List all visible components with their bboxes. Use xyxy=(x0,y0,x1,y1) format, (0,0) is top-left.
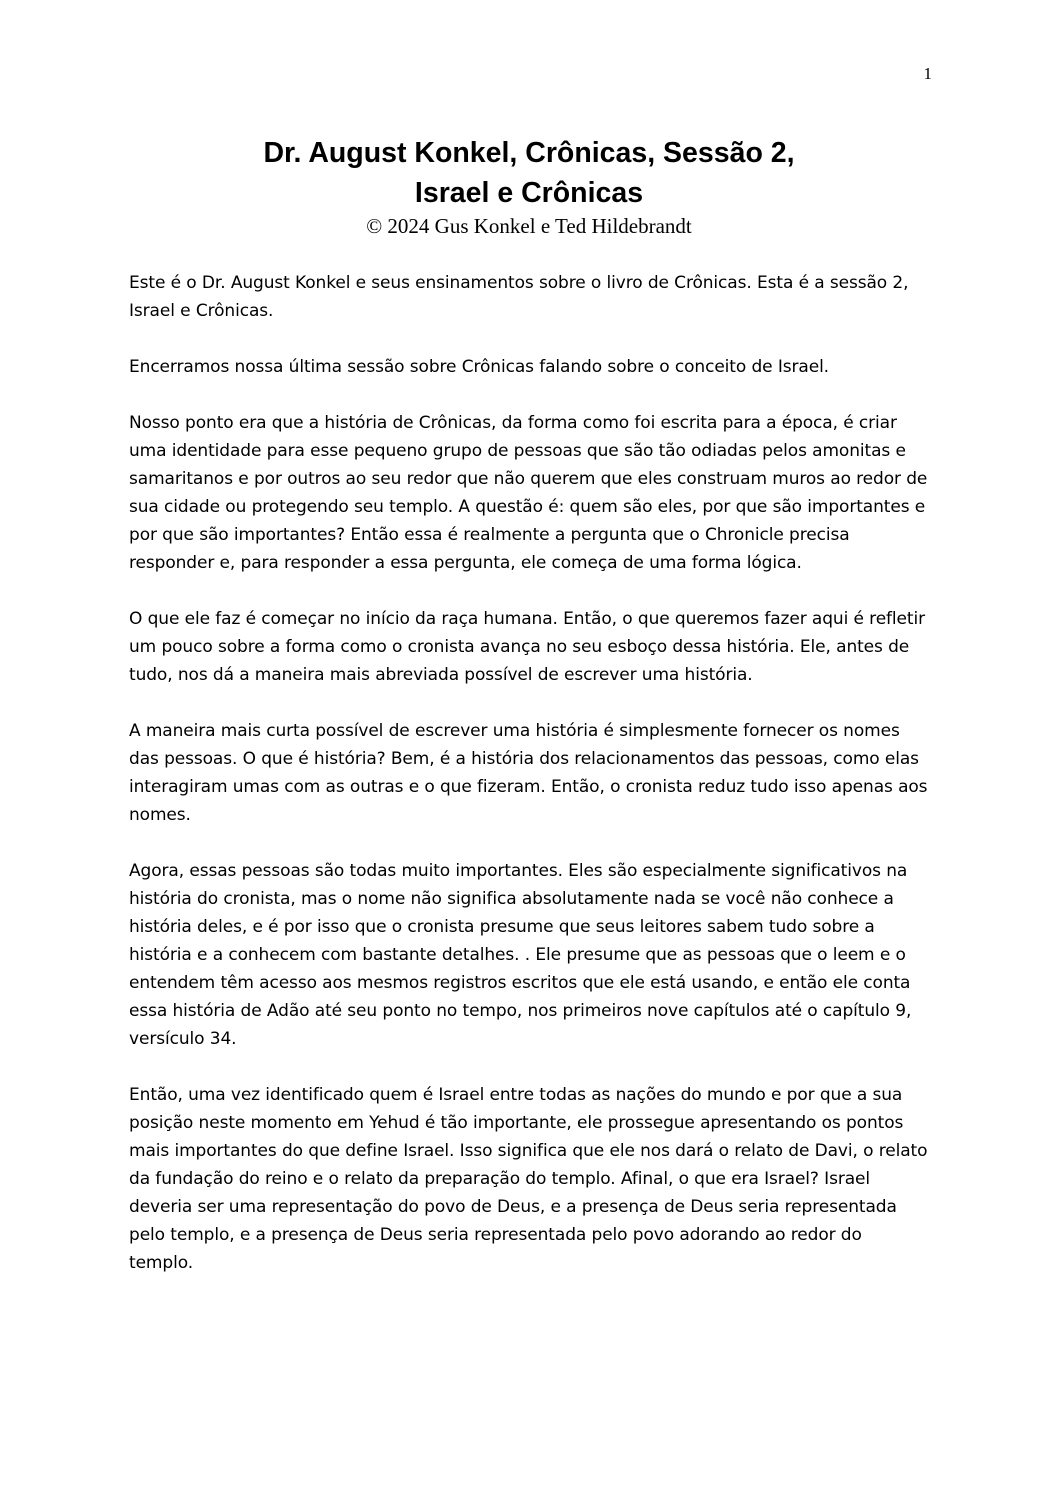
paragraph-3: Nosso ponto era que a história de Crônicas, da forma como foi escrita para a época, é criar uma identidade para esse pequeno grupo de pessoas que são tão odiadas pelos amonitas e samaritanos e por outros ao seu redor que não querem que eles construam muros ao redor de sua cidade ou protegendo seu templo. A questão é: quem são eles, por que são importantes e por que são importantes? Então essa é realmente a pergunta que o Chronicle precisa responder e, para responder a essa pergunta, ele começa de uma forma lógica. xyxy=(129,413,928,573)
paragraph-7: Então, uma vez identificado quem é Israel entre todas as nações do mundo e por que a sua posição neste momento em Yehud é tão importante, ele prossegue apresentando os pontos mais importantes do que define Israel. Isso significa que ele nos dará o relato de Davi, o relato da fundação do reino e o relato da preparação do templo. Afinal, o que era Israel? Israel deveria ser uma representação do povo de Deus, e a presença de Deus seria representada pelo templo, e a presença de Deus seria representada pelo povo adorando ao redor do templo. xyxy=(129,1085,928,1273)
title-block xyxy=(0,133,1058,239)
copyright-line: © 2024 Gus Konkel e Ted Hildebrandt xyxy=(366,214,692,238)
title-line-1: Dr. August Konkel, Crônicas, Sessão 2, xyxy=(263,137,795,169)
paragraph-5: A maneira mais curta possível de escrever uma história é simplesmente fornecer os nomes das pessoas. O que é história? Bem, é a história dos relacionamentos das pessoas, como elas interagiram umas com as outras e o que fizeram. Então, o cronista reduz tudo isso apenas aos nomes. xyxy=(129,721,928,825)
paragraph-4: O que ele faz é começar no início da raça humana. Então, o que queremos fazer aqui é refletir um pouco sobre a forma como o cronista avança no seu esboço dessa história. Ele, antes de tudo, nos dá a maneira mais abreviada possível de escrever uma história. xyxy=(129,609,925,685)
title-line-2: Israel e Crônicas xyxy=(414,177,644,209)
paragraph-6: Agora, essas pessoas são todas muito importantes. Eles são especialmente significativos na história do cronista, mas o nome não significa absolutamente nada se você não conhece a história deles, e é por isso que o cronista presume que seus leitores sabem tudo sobre a história e a conhecem com bastante detalhes. . Ele presume que as pessoas que o leem e o entendem têm acesso aos mesmos registros escritos que ele está usando, e então ele conta essa história de Adão até seu ponto no tempo, nos primeiros nove capítulos até o capítulo 9, versículo 34. xyxy=(129,861,912,1049)
paragraph-2: Encerramos nossa última sessão sobre Crônicas falando sobre o conceito de Israel. xyxy=(129,357,829,377)
paragraph-1: Este é o Dr. August Konkel e seus ensinamentos sobre o livro de Crônicas. Esta é a sessão 2, Israel e Crônicas. xyxy=(129,273,909,321)
document-body xyxy=(129,269,929,1305)
page-number: 1 xyxy=(923,64,932,83)
